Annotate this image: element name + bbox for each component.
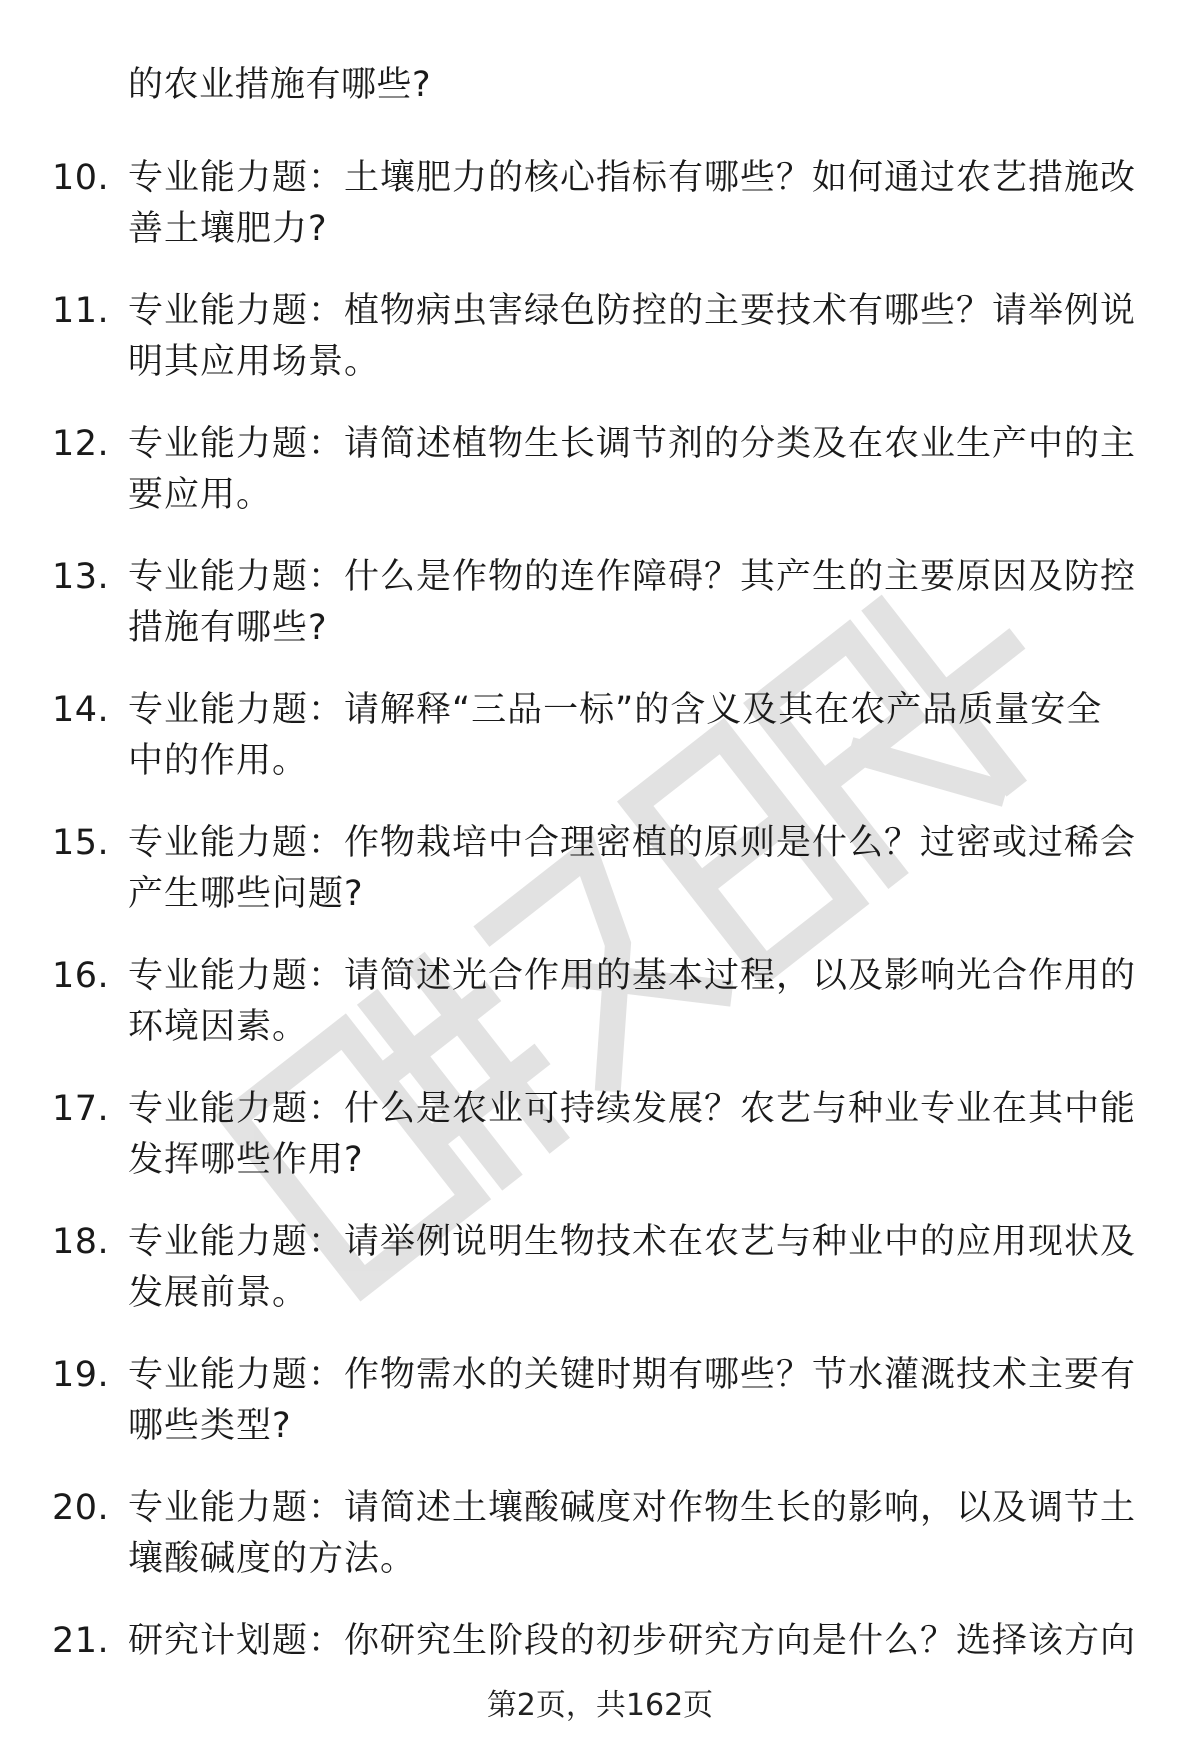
question-number: 14. xyxy=(52,690,110,730)
question-text: 专业能力题：请举例说明生物技术在农艺与种业中的应用现状及发展前景。 xyxy=(128,1222,1137,1313)
question-number: 17. xyxy=(52,1089,110,1129)
question-item xyxy=(0,1217,1200,1350)
question-number: 15. xyxy=(52,823,110,863)
question-text: 专业能力题：什么是农业可持续发展？农艺与种业专业在其中能发挥哪些作用? xyxy=(128,1089,1137,1180)
question-number: 21. xyxy=(52,1621,110,1661)
question-text: 专业能力题：土壤肥力的核心指标有哪些？如何通过农艺措施改善土壤肥力? xyxy=(128,158,1137,249)
question-item xyxy=(0,818,1200,951)
question-list xyxy=(0,153,1200,1749)
question-item xyxy=(0,552,1200,685)
question-text: 专业能力题：什么是作物的连作障碍？其产生的主要原因及防控措施有哪些? xyxy=(128,557,1137,648)
question-text: 专业能力题：作物需水的关键时期有哪些？节水灌溉技术主要有哪些类型? xyxy=(128,1355,1137,1446)
question-number: 13. xyxy=(52,557,110,597)
question-number: 19. xyxy=(52,1355,110,1395)
carryover-line: 的农业措施有哪些? xyxy=(128,65,432,105)
question-item xyxy=(0,419,1200,552)
question-item xyxy=(0,1616,1200,1749)
question-item xyxy=(0,1350,1200,1483)
question-number: 16. xyxy=(52,956,110,996)
question-text: 专业能力题：请简述土壤酸碱度对作物生长的影响，以及调节土壤酸碱度的方法。 xyxy=(128,1488,1137,1579)
question-number: 10. xyxy=(52,158,110,198)
question-item xyxy=(0,1084,1200,1217)
question-text: 研究计划题：你研究生阶段的初步研究方向是什么？选择该方向 xyxy=(128,1621,1137,1661)
question-item xyxy=(0,286,1200,419)
question-number: 20. xyxy=(52,1488,110,1528)
question-number: 12. xyxy=(52,424,110,464)
question-item xyxy=(0,153,1200,286)
question-item xyxy=(0,1483,1200,1616)
page-footer: 第2页，共162页 xyxy=(486,1688,714,1723)
question-item xyxy=(0,951,1200,1084)
question-text: 专业能力题：请简述植物生长调节剂的分类及在农业生产中的主要应用。 xyxy=(128,424,1137,515)
question-text: 专业能力题：请简述光合作用的基本过程，以及影响光合作用的环境因素。 xyxy=(128,956,1137,1047)
question-text: 专业能力题：作物栽培中合理密植的原则是什么？过密或过稀会产生哪些问题? xyxy=(128,823,1137,914)
question-text: 专业能力题：植物病虫害绿色防控的主要技术有哪些？请举例说明其应用场景。 xyxy=(128,291,1137,382)
question-text: 专业能力题：请解释“三品一标”的含义及其在农产品质量安全中的作用。 xyxy=(128,690,1103,781)
question-number: 18. xyxy=(52,1222,110,1262)
question-number: 11. xyxy=(52,291,110,331)
question-item xyxy=(0,685,1200,818)
